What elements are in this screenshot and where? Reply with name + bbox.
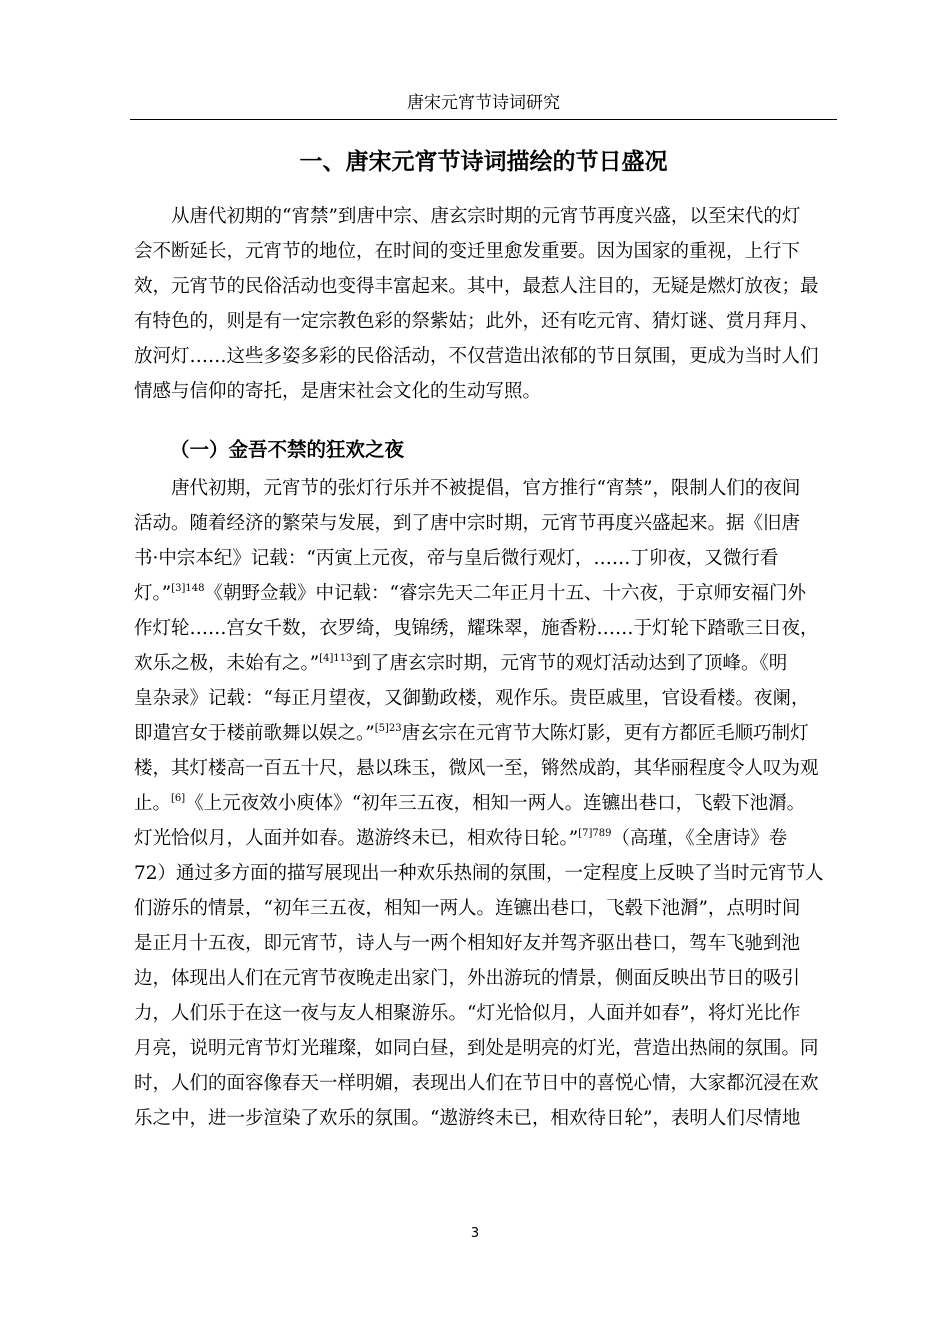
header-rule xyxy=(130,119,837,120)
text-line: 边，体现出人们在元宵节夜晚走出家门，外出游玩的情景，侧面反映出节日的吸引 xyxy=(134,968,801,989)
text-line: 效，元宵节的民俗活动也变得丰富起来。其中，最惹人注目的，无疑是燃灯放夜；最 xyxy=(134,276,819,297)
text-fragment: 到了唐玄宗时期，元宵节的观灯活动达到了顶峰。《明 xyxy=(352,653,788,674)
text-line: 力，人们乐于在这一夜与友人相聚游乐。“灯光恰似月，人面并如春”，将灯光比作 xyxy=(134,1003,801,1024)
citation-ref: [7]789 xyxy=(578,828,612,839)
text-fragment: 灯光恰似月，人面并如春。遨游终未已，相欢待日轮。” xyxy=(134,828,579,849)
text-line: 情感与信仰的寄托，是唐宋社会文化的生动写照。 xyxy=(134,381,542,402)
section-heading: （一）金吾不禁的狂欢之夜 xyxy=(170,438,405,461)
citation-ref: [4]113 xyxy=(319,653,353,664)
text-line: 书·中宗本纪》记载：“丙寅上元夜，帝与皇后微行观灯，……丁卯夜，又微行看 xyxy=(134,548,779,569)
text-fragment: 灯。” xyxy=(134,583,172,604)
text-line: 会不断延长，元宵节的地位，在时间的变迁里愈发重要。因为国家的重视，上行下 xyxy=(134,241,801,262)
text-line: 有特色的，则是有一定宗教色彩的祭紫姑；此外，还有吃元宵、猜灯谜、赏月拜月、 xyxy=(134,311,819,332)
page-number: 3 xyxy=(470,1226,480,1241)
intro-paragraph xyxy=(134,199,854,409)
text-fragment: 止。 xyxy=(134,793,172,814)
text-line: 活动。随着经济的繁荣与发展，到了唐中宗时期，元宵节再度兴盛起来。据《旧唐 xyxy=(134,513,801,534)
text-line: 放河灯……这些多姿多彩的民俗活动，不仅营造出浓郁的节日氛围，更成为当时人们 xyxy=(134,346,819,367)
text-fragment: （高瑾，《全唐诗》卷 xyxy=(611,828,788,849)
text-line xyxy=(134,716,854,751)
text-fragment: 欢乐之极，未始有之。” xyxy=(134,653,320,674)
citation-ref: [3]148 xyxy=(171,583,205,594)
text-line: 月亮，说明元宵节灯光璀璨，如同白昼，到处是明亮的灯光，营造出热闹的氛围。同 xyxy=(134,1038,819,1059)
text-fragment: 唐玄宗在元宵节大陈灯影，更有方都匠毛顺巧制灯 xyxy=(401,723,809,744)
text-line xyxy=(134,646,854,681)
citation-ref: [6] xyxy=(171,793,186,804)
text-line: 从唐代初期的“宵禁”到唐中宗、唐玄宗时期的元宵节再度兴盛，以至宋代的灯 xyxy=(134,206,801,227)
chapter-title: 一、唐宋元宵节诗词描绘的节日盛况 xyxy=(299,149,668,175)
body-paragraph xyxy=(134,471,854,1136)
text-line: 作灯轮……宫女千数，衣罗绮，曳锦绣，耀珠翠，施香粉……于灯轮下踏歌三日夜， xyxy=(134,618,819,639)
text-line xyxy=(134,576,854,611)
text-fragment: 《朝野佥载》中记载：“睿宗先天二年正月十五、十六夜，于京师安福门外 xyxy=(204,583,806,604)
text-line: 唐代初期，元宵节的张灯行乐并不被提倡，官方推行“宵禁”，限制人们的夜间 xyxy=(134,478,801,499)
text-line: 时，人们的面容像春天一样明媚，表现出人们在节日中的喜悦心情，大家都沉浸在欢 xyxy=(134,1073,819,1094)
text-line: 72）通过多方面的描写展现出一种欢乐热闹的氛围，一定程度上反映了当时元宵节人 xyxy=(134,863,824,884)
text-line xyxy=(134,821,854,856)
citation-ref: [5]23 xyxy=(374,723,402,734)
text-fragment: 即遣宫女于楼前歌舞以娱之。” xyxy=(134,723,375,744)
text-line: 是正月十五夜，即元宵节，诗人与一两个相知好友并驾齐驱出巷口，驾车飞驰到池 xyxy=(134,933,801,954)
text-line: 楼，其灯楼高一百五十尺，悬以珠玉，微风一至，锵然成韵，其华丽程度令人叹为观 xyxy=(134,758,819,779)
text-fragment: 《上元夜效小庾体》“初年三五夜，相知一两人。连镳出巷口，飞毂下池漘。 xyxy=(185,793,806,814)
running-header: 唐宋元宵节诗词研究 xyxy=(407,93,560,113)
text-line: 皇杂录》记载：“每正月望夜，又御勤政楼，观作乐。贵臣戚里，官设看楼。夜阑， xyxy=(134,688,810,709)
text-line: 们游乐的情景，“初年三五夜，相知一两人。连镳出巷口，飞毂下池漘”，点明时间 xyxy=(134,898,801,919)
text-line xyxy=(134,786,854,821)
text-line: 乐之中，进一步渲染了欢乐的氛围。“遨游终未已，相欢待日轮”，表明人们尽情地 xyxy=(134,1108,801,1129)
